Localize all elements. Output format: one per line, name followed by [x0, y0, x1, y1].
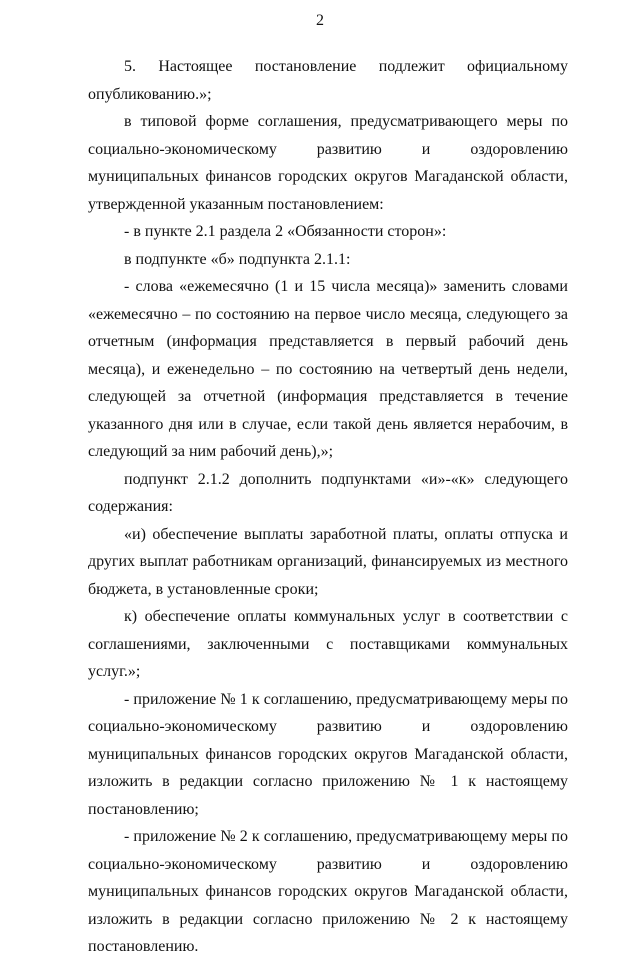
paragraph-item-k: к) обеспечение оплаты коммунальных услуг в соответствии с соглашениями, заключенными с поставщиками коммунальных услуг.»; — [88, 608, 568, 680]
document-body — [88, 53, 568, 961]
paragraph-appendix-2: - приложение № 2 к соглашению, предусматривающему меры по социально-экономическому развитию и оздоровлению муниципальных финансов городских округов Магаданской области, изложить в редакции согласно приложению № 2 к настоящему постановлению. — [88, 828, 568, 955]
paragraph-standard-agreement: в типовой форме соглашения, предусматривающего меры по социально-экономическому развитию и оздоровлению муниципальных финансов городских округов Магаданской области, утвержденной указанным постановлением: — [88, 113, 568, 213]
paragraph-publication: 5. Настоящее постановление подлежит официальному опубликованию.»; — [88, 58, 568, 103]
paragraph-appendix-1: - приложение № 1 к соглашению, предусматривающему меры по социально-экономическому развитию и оздоровлению муниципальных финансов городских округов Магаданской области, изложить в редакции согласно приложению № 1 к настоящему постановлению; — [88, 690, 568, 818]
paragraph-item-i: «и) обеспечение выплаты заработной платы, оплаты отпуска и других выплат работникам организаций, финансируемых из местного бюджета, в установленные сроки; — [88, 525, 568, 598]
page-number: 2 — [316, 12, 324, 29]
paragraph-replace-words: - слова «ежемесячно (1 и 15 числа месяца)» заменить словами «ежемесячно – по состоянию на первое число месяца, следующего за отчетным (информация представляется в первый рабочий день месяца), и еженедельно – по состоянию на четвертый день недели, следующей за отчетной (информация представляется в течение указанного дня или в случае, если такой день является нерабочим, в следующий за ним рабочий день),»; — [88, 278, 568, 460]
paragraph-clause-2-1: - в пункте 2.1 раздела 2 «Обязанности сторон»: — [124, 223, 447, 240]
paragraph-subclause-b: в подпункте «б» подпункта 2.1.1: — [124, 250, 351, 268]
paragraph-subclause-2-1-2: подпункт 2.1.2 дополнить подпунктами «и»-«к» следующего содержания: — [88, 470, 568, 515]
